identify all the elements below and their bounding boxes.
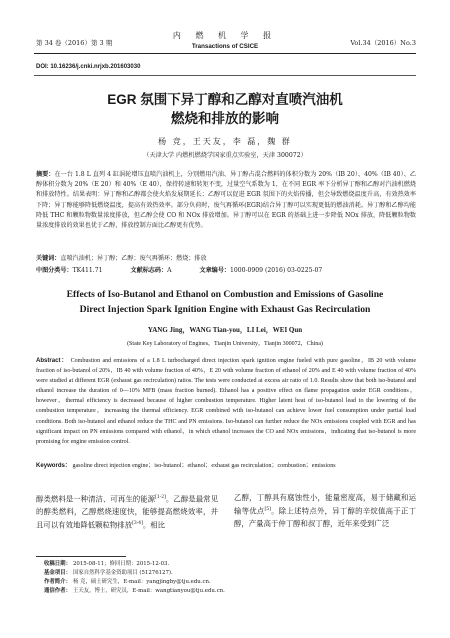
header-divider: [34, 53, 416, 54]
volume-issue-en: Vol.34（2016）No.3: [350, 39, 416, 47]
abstract-en: [36, 356, 416, 447]
footnote-text: 杨 竞，硕士研究生，E-mail：yangjingby@tju.edu.cn.: [72, 579, 211, 585]
footnotes: [44, 560, 414, 596]
authors-cn: 杨 竞，王天友，李 磊，魏 群: [158, 137, 292, 146]
journal-name-en: Transactions of CSICE: [191, 43, 259, 50]
paper-title-cn-line1: EGR 氛围下异丁醇和乙醇对直喷汽油机: [107, 92, 343, 107]
citation-ref[interactable]: [1-2]: [155, 495, 166, 500]
footnote-received: [44, 560, 414, 569]
footnote-label: 基金项目：: [44, 570, 71, 576]
article-value: 1000-0909 (2016) 03-0225-07: [229, 267, 323, 274]
paper-title-cn-line2: 燃烧和排放的影响: [171, 111, 279, 126]
body-column-right: [234, 492, 416, 530]
classification-line: [36, 265, 416, 274]
footnote-label: 通信作者：: [44, 588, 71, 594]
abstract-cn-text: 在一台 1.8 L 直列 4 缸涡轮增压直喷汽油机上，分别燃用汽油、异丁醇占混合燃料的体积分数为 20%（IB 20）、40%（IB 40）、乙醇体积分数为 20%（E 20）和 40%（E 40），保持转速和转矩不变，过量空气系数为 1，在不同 EGR 率下分析异丁醇和乙醇对汽油机燃烧和排放特性。结果表明：异丁醇和乙醇都会使火焰发展期延长；乙醇可以促进 EGR 氛围下的火焰传播，但会导致燃烧温度升高，有效热效率下降；异丁醇能够降低燃烧温度，提高有效热效率。部分负荷时，废气再循环(EGR)结合异丁醇可以实现更低的燃油消耗。异丁醇和乙醇均能降低 THC 和颗粒物数量浓度排放，但乙醇会使 CO 和 NOx 排放增加。异丁醇可以在 EGR 的基础上进一步降低 NOx 排放，降低颗粒物数量浓度排放的效果也优于乙醇，排放控制方面比乙醇更有优势。: [36, 171, 416, 230]
citation-ref[interactable]: [3-4]: [132, 520, 143, 526]
body-left-text: 醇类燃料是一种清洁、可再生的能源: [36, 494, 156, 504]
document-code: [131, 265, 172, 274]
citation-ref[interactable]: [5]: [264, 507, 271, 513]
running-header: [0, 0, 450, 56]
footnote-label: 收稿日期：: [44, 561, 71, 567]
body-left-text-3: 。相比: [142, 520, 166, 530]
article-label: 文章编号：: [199, 267, 230, 274]
footnote-text: 王天友，博士，研究员，E-mail：wangtianyou@tju.edu.cn.: [72, 588, 225, 594]
abstract-en-label: Abstract：: [36, 358, 69, 364]
volume-issue: 第 34 卷（2016）第 3 期: [36, 39, 113, 47]
paper-title-en-line2: Direct Injection Spark Ignition Engine with Exhaust Gas Recirculation: [79, 303, 371, 315]
footnote-text: 国家自然科学基金资助项目 (51276127).: [72, 570, 173, 576]
footnote-text: 2015-08-11；修回日期：2015-12-03.: [72, 561, 170, 567]
paper-title-en: [20, 288, 430, 317]
doi[interactable]: DOI: 10.16236/j.cnki.nrjxb.201603030: [36, 64, 141, 70]
authors-en: YANG Jing，WANG Tian-you，LI Lei，WEI Qun: [147, 326, 303, 334]
clc-number: [36, 265, 103, 274]
clc-value: TK411.71: [72, 267, 103, 274]
keywords-cn-label: 关键词：: [36, 255, 61, 262]
abstract-cn: [36, 170, 416, 231]
footnote-divider: [36, 556, 126, 557]
body-right-text-2: 。除上述特点外，异丁醇的辛烷值高于正丁醇，产量高于仲丁醇和叔丁醇，近年来受到广泛: [234, 506, 416, 528]
paper-title-cn: [0, 90, 450, 128]
keywords-en: [36, 461, 416, 471]
journal-name-cn: 内 燃 机 学 报: [172, 31, 278, 40]
keywords-cn: [36, 253, 416, 262]
doi-divider: [34, 75, 416, 76]
doc-label: 文献标志码：: [130, 267, 168, 274]
footnote-funding: [44, 569, 414, 578]
keywords-en-label: Keywords：: [36, 463, 71, 469]
article-number: [199, 265, 322, 274]
affiliation-en: (State Key Laboratory of Engines，Tianjin University，Tianjin 300072，China): [127, 341, 323, 347]
abstract-cn-label: 摘要：: [36, 171, 55, 178]
doc-value: A: [167, 267, 172, 274]
footnote-author: [44, 578, 414, 587]
paper-title-en-line1: Effects of Iso-Butanol and Ethanol on Combustion and Emissions of Gasoline: [66, 289, 384, 300]
body-right-text: 乙醇，丁醇具有腐蚀性小，能量密度高，易于储藏和运输等优点: [234, 493, 416, 516]
footnote-label: 作者简介：: [44, 579, 71, 585]
abstract-en-text: Combustion and emissions of a 1.8 L turbocharged direct injection spark ignition engine fueled with pure gasoline，IB 20 with volume fraction of iso-butanol of 20%，IB 40 with volume fraction of 40%，E 20 with volume fraction of ethanol of 20% and E 40 with volume fraction of 40% were studied at different EGR (exhaust gas recirculation) ratios. The tests were conducted at excess air ratio of 1.0. Results show that both iso-butanol and ethanol increase the duration of 0—10% MFB (mass fraction burned). Ethanol has a positive effect on flame propagation under EGR conditions，however，thermal efficiency is decreased because of higher combustion temperature. Higher latent heat of iso-butanol lead to the lowering of the combustion temperature，increasing the thermal efficiency. EGR combined with iso-butanol can achieve lower fuel consumption under partial load conditions. Both iso-butanol and ethanol reduce the THC and PN emissions. Iso-butanol can further reduce the NOx emissions coupled with EGR and has significant impact on PN emissions compared with ethanol，in which ethanol increases the CO and NOx emissions，indicating that iso-butanol is more promising for engine emission control.: [36, 358, 417, 445]
keywords-cn-text: 直喷汽油机；异丁醇；乙醇；废气再循环；燃烧；排放: [60, 255, 207, 262]
keywords-en-text: gasoline direct injection engine；iso-butanol；ethanol；exhaust gas recirculation；combustion；emissions: [72, 463, 336, 469]
clc-label: 中图分类号：: [36, 267, 73, 274]
affiliation-cn: （天津大学 内燃机燃烧学国家重点实验室，天津 300072）: [143, 152, 307, 159]
body-left-text-2: 。乙醇是最常见的醇类燃料，乙醇燃烧速度快，能够提高燃烧效率，并且可以有效地降低颗粒物排放: [36, 494, 218, 530]
body-column-left: [36, 492, 218, 532]
footnote-corresponding: [44, 587, 414, 596]
